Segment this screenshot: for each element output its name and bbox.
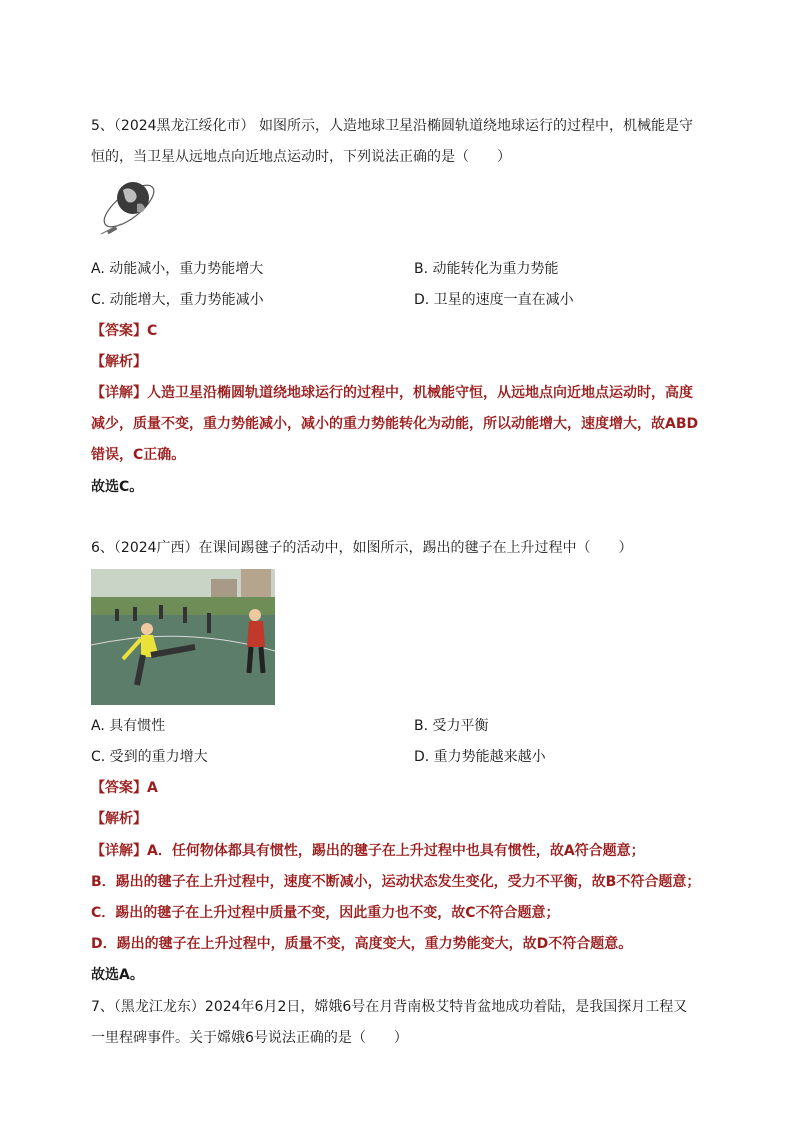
q5-detail-line-1: 【详解】人造卫星沿椭圆轨道绕地球运行的过程中，机械能守恒，从远地点向近地点运动时，高度: [91, 385, 693, 401]
q6-detail-line-2: B．踢出的毽子在上升过程中，速度不断减小，运动状态发生变化，受力不平衡，故B不符合题意；: [91, 874, 701, 890]
q5-option-d: D. 卫星的速度一直在减小: [414, 292, 574, 308]
q5-stem-line-2: 恒的，当卫星从远地点向近地点运动时，下列说法正确的是（ ）: [91, 149, 511, 165]
q5-detail-line-2: 减少，质量不变，重力势能减小，减小的重力势能转化为动能，所以动能增大，速度增大，故ABD: [91, 416, 699, 432]
q6-option-c: C. 受到的重力增大: [91, 749, 208, 765]
q5-conclusion: 故选C。: [91, 479, 144, 495]
q6-option-b: B. 受力平衡: [414, 718, 489, 734]
q5-option-b: B. 动能转化为重力势能: [414, 261, 559, 277]
q5-option-c: C. 动能增大，重力势能减小: [91, 292, 264, 308]
q6-answer: 【答案】A: [91, 780, 158, 796]
q6-analysis-label: 【解析】: [91, 811, 147, 827]
q6-conclusion: 故选A。: [91, 967, 144, 983]
q5-answer: 【答案】C: [91, 323, 158, 339]
q6-detail-line-4: D．踢出的毽子在上升过程中，质量不变，高度变大，重力势能变大，故D不符合题意。: [91, 936, 633, 952]
satellite-orbit-figure: [93, 176, 159, 242]
q6-detail-line-1: 【详解】A．任何物体都具有惯性，踢出的毽子在上升过程中也具有惯性，故A符合题意；: [91, 843, 645, 859]
q6-detail-line-3: C．踢出的毽子在上升过程中质量不变，因此重力也不变，故C不符合题意；: [91, 905, 560, 921]
q6-option-d: D. 重力势能越来越小: [414, 749, 546, 765]
shuttlecock-kick-photo: [91, 569, 275, 705]
q5-detail-line-3: 错误，C正确。: [91, 447, 186, 463]
q5-analysis-label: 【解析】: [91, 354, 147, 370]
q5-stem-line-1: 5、（2024黑龙江绥化市） 如图所示，人造地球卫星沿椭圆轨道绕地球运行的过程中，机械能是守: [91, 118, 693, 134]
q6-option-a: A. 具有惯性: [91, 718, 166, 734]
q5-option-a: A. 动能减小，重力势能增大: [91, 261, 264, 277]
q6-stem-line-1: 6、（2024广西）在课间踢毽子的活动中，如图所示，踢出的毽子在上升过程中（ ）: [91, 540, 633, 556]
q7-stem-line-2: 一里程碑事件。关于嫦娥6号说法正确的是（ ）: [91, 1030, 408, 1046]
q7-stem-line-1: 7、（黑龙江龙东）2024年6月2日，嫦娥6号在月背南极艾特肯盆地成功着陆，是我国探月工程又: [91, 999, 688, 1015]
